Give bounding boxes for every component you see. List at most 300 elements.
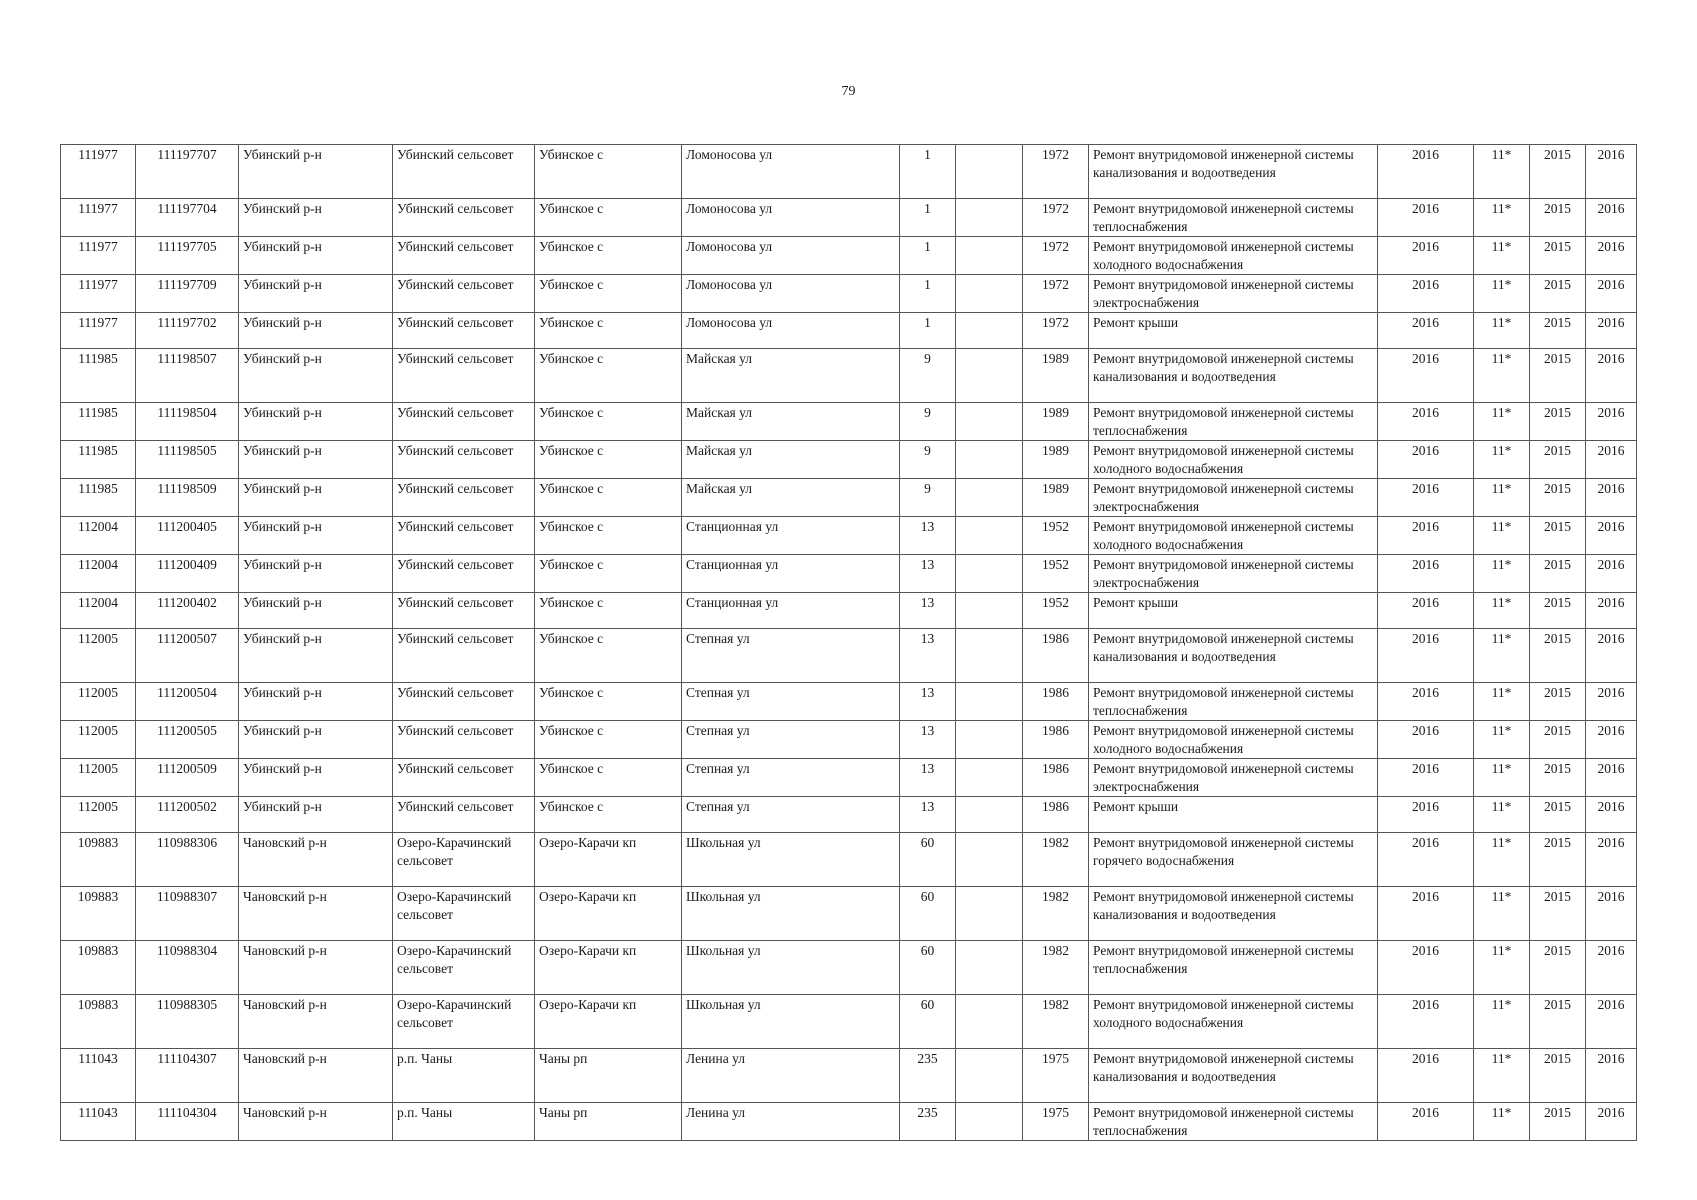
end-year-cell: 2016 (1586, 441, 1637, 479)
council-cell: Убинский сельсовет (393, 349, 535, 403)
table-row (61, 199, 1637, 237)
council-cell: Убинский сельсовет (393, 721, 535, 759)
start-year-cell: 2015 (1530, 199, 1586, 237)
extra-cell (956, 349, 1023, 403)
locality-cell: Убинское с (535, 683, 682, 721)
street-cell: Ломоносова ул (682, 145, 900, 199)
street-cell: Степная ул (682, 629, 900, 683)
end-year-cell: 2016 (1586, 941, 1637, 995)
plan-year-cell: 2016 (1378, 683, 1474, 721)
district-cell: Убинский р-н (239, 555, 393, 593)
mark-cell: 11* (1474, 1049, 1530, 1103)
district-cell: Чановский р-н (239, 833, 393, 887)
locality-cell: Убинское с (535, 313, 682, 349)
work-type-cell: Ремонт внутридомовой инженерной системы холодного водоснабжения (1089, 237, 1378, 275)
street-cell: Степная ул (682, 721, 900, 759)
build-year-cell: 1972 (1023, 313, 1089, 349)
object-id-cell: 109883 (61, 887, 136, 941)
object-id-cell: 112005 (61, 797, 136, 833)
object-id-cell: 109883 (61, 833, 136, 887)
plan-year-cell: 2016 (1378, 941, 1474, 995)
plan-year-cell: 2016 (1378, 517, 1474, 555)
street-cell: Школьная ул (682, 995, 900, 1049)
house-cell: 60 (900, 995, 956, 1049)
table-row (61, 797, 1637, 833)
work-code-cell: 111198505 (136, 441, 239, 479)
district-cell: Убинский р-н (239, 237, 393, 275)
house-cell: 60 (900, 887, 956, 941)
work-type-cell: Ремонт внутридомовой инженерной системы теплоснабжения (1089, 1103, 1378, 1141)
locality-cell: Убинское с (535, 237, 682, 275)
plan-year-cell: 2016 (1378, 479, 1474, 517)
build-year-cell: 1982 (1023, 887, 1089, 941)
object-id-cell: 112004 (61, 555, 136, 593)
house-cell: 1 (900, 145, 956, 199)
object-id-cell: 112005 (61, 759, 136, 797)
district-cell: Убинский р-н (239, 797, 393, 833)
build-year-cell: 1989 (1023, 441, 1089, 479)
start-year-cell: 2015 (1530, 1049, 1586, 1103)
start-year-cell: 2015 (1530, 479, 1586, 517)
council-cell: р.п. Чаны (393, 1103, 535, 1141)
end-year-cell: 2016 (1586, 759, 1637, 797)
table-row (61, 759, 1637, 797)
end-year-cell: 2016 (1586, 593, 1637, 629)
extra-cell (956, 797, 1023, 833)
mark-cell: 11* (1474, 441, 1530, 479)
council-cell: Убинский сельсовет (393, 593, 535, 629)
extra-cell (956, 683, 1023, 721)
object-id-cell: 112004 (61, 517, 136, 555)
plan-year-cell: 2016 (1378, 199, 1474, 237)
council-cell: Убинский сельсовет (393, 237, 535, 275)
mark-cell: 11* (1474, 887, 1530, 941)
plan-year-cell: 2016 (1378, 349, 1474, 403)
table-row (61, 683, 1637, 721)
work-code-cell: 110988306 (136, 833, 239, 887)
locality-cell: Убинское с (535, 555, 682, 593)
work-type-cell: Ремонт внутридомовой инженерной системы теплоснабжения (1089, 683, 1378, 721)
object-id-cell: 111985 (61, 403, 136, 441)
locality-cell: Озеро-Карачи кп (535, 995, 682, 1049)
work-type-cell: Ремонт крыши (1089, 313, 1378, 349)
build-year-cell: 1986 (1023, 797, 1089, 833)
district-cell: Убинский р-н (239, 199, 393, 237)
work-type-cell: Ремонт внутридомовой инженерной системы канализования и водоотведения (1089, 887, 1378, 941)
extra-cell (956, 721, 1023, 759)
plan-year-cell: 2016 (1378, 275, 1474, 313)
table-row (61, 145, 1637, 199)
start-year-cell: 2015 (1530, 593, 1586, 629)
table-row (61, 1049, 1637, 1103)
work-type-cell: Ремонт внутридомовой инженерной системы канализования и водоотведения (1089, 349, 1378, 403)
mark-cell: 11* (1474, 629, 1530, 683)
work-code-cell: 111197707 (136, 145, 239, 199)
start-year-cell: 2015 (1530, 833, 1586, 887)
work-code-cell: 111198509 (136, 479, 239, 517)
end-year-cell: 2016 (1586, 145, 1637, 199)
work-type-cell: Ремонт внутридомовой инженерной системы электроснабжения (1089, 759, 1378, 797)
locality-cell: Убинское с (535, 199, 682, 237)
extra-cell (956, 275, 1023, 313)
table-row (61, 441, 1637, 479)
end-year-cell: 2016 (1586, 403, 1637, 441)
start-year-cell: 2015 (1530, 313, 1586, 349)
council-cell: Убинский сельсовет (393, 555, 535, 593)
table-row (61, 403, 1637, 441)
work-code-cell: 111200505 (136, 721, 239, 759)
district-cell: Убинский р-н (239, 479, 393, 517)
object-id-cell: 109883 (61, 941, 136, 995)
plan-year-cell: 2016 (1378, 629, 1474, 683)
extra-cell (956, 995, 1023, 1049)
house-cell: 60 (900, 833, 956, 887)
house-cell: 13 (900, 721, 956, 759)
end-year-cell: 2016 (1586, 995, 1637, 1049)
work-code-cell: 111104304 (136, 1103, 239, 1141)
end-year-cell: 2016 (1586, 833, 1637, 887)
build-year-cell: 1972 (1023, 199, 1089, 237)
mark-cell: 11* (1474, 313, 1530, 349)
mark-cell: 11* (1474, 145, 1530, 199)
table-row (61, 995, 1637, 1049)
table-row (61, 349, 1637, 403)
work-code-cell: 111200405 (136, 517, 239, 555)
work-type-cell: Ремонт внутридомовой инженерной системы теплоснабжения (1089, 403, 1378, 441)
extra-cell (956, 237, 1023, 275)
house-cell: 9 (900, 403, 956, 441)
object-id-cell: 112005 (61, 721, 136, 759)
street-cell: Ленина ул (682, 1049, 900, 1103)
work-type-cell: Ремонт внутридомовой инженерной системы холодного водоснабжения (1089, 441, 1378, 479)
build-year-cell: 1952 (1023, 555, 1089, 593)
street-cell: Ленина ул (682, 1103, 900, 1141)
build-year-cell: 1972 (1023, 145, 1089, 199)
start-year-cell: 2015 (1530, 349, 1586, 403)
council-cell: Убинский сельсовет (393, 797, 535, 833)
mark-cell: 11* (1474, 555, 1530, 593)
extra-cell (956, 887, 1023, 941)
object-id-cell: 111043 (61, 1049, 136, 1103)
start-year-cell: 2015 (1530, 941, 1586, 995)
work-type-cell: Ремонт внутридомовой инженерной системы электроснабжения (1089, 275, 1378, 313)
start-year-cell: 2015 (1530, 403, 1586, 441)
start-year-cell: 2015 (1530, 995, 1586, 1049)
plan-year-cell: 2016 (1378, 237, 1474, 275)
extra-cell (956, 313, 1023, 349)
extra-cell (956, 517, 1023, 555)
house-cell: 9 (900, 441, 956, 479)
end-year-cell: 2016 (1586, 313, 1637, 349)
end-year-cell: 2016 (1586, 629, 1637, 683)
end-year-cell: 2016 (1586, 1103, 1637, 1141)
house-cell: 1 (900, 237, 956, 275)
street-cell: Майская ул (682, 479, 900, 517)
start-year-cell: 2015 (1530, 887, 1586, 941)
plan-year-cell: 2016 (1378, 313, 1474, 349)
build-year-cell: 1989 (1023, 403, 1089, 441)
district-cell: Чановский р-н (239, 1049, 393, 1103)
extra-cell (956, 833, 1023, 887)
locality-cell: Озеро-Карачи кп (535, 887, 682, 941)
end-year-cell: 2016 (1586, 199, 1637, 237)
street-cell: Майская ул (682, 403, 900, 441)
council-cell: Убинский сельсовет (393, 313, 535, 349)
locality-cell: Убинское с (535, 441, 682, 479)
extra-cell (956, 479, 1023, 517)
work-type-cell: Ремонт внутридомовой инженерной системы теплоснабжения (1089, 199, 1378, 237)
work-code-cell: 110988307 (136, 887, 239, 941)
mark-cell: 11* (1474, 833, 1530, 887)
plan-year-cell: 2016 (1378, 593, 1474, 629)
house-cell: 13 (900, 593, 956, 629)
work-code-cell: 111200409 (136, 555, 239, 593)
end-year-cell: 2016 (1586, 721, 1637, 759)
district-cell: Чановский р-н (239, 887, 393, 941)
work-code-cell: 111198504 (136, 403, 239, 441)
work-type-cell: Ремонт крыши (1089, 593, 1378, 629)
build-year-cell: 1975 (1023, 1049, 1089, 1103)
start-year-cell: 2015 (1530, 1103, 1586, 1141)
council-cell: Убинский сельсовет (393, 199, 535, 237)
table-row (61, 313, 1637, 349)
locality-cell: Убинское с (535, 593, 682, 629)
district-cell: Убинский р-н (239, 403, 393, 441)
build-year-cell: 1952 (1023, 593, 1089, 629)
object-id-cell: 111977 (61, 313, 136, 349)
object-id-cell: 111977 (61, 145, 136, 199)
build-year-cell: 1986 (1023, 721, 1089, 759)
extra-cell (956, 1049, 1023, 1103)
work-type-cell: Ремонт внутридомовой инженерной системы канализования и водоотведения (1089, 629, 1378, 683)
locality-cell: Убинское с (535, 275, 682, 313)
mark-cell: 11* (1474, 1103, 1530, 1141)
plan-year-cell: 2016 (1378, 145, 1474, 199)
district-cell: Убинский р-н (239, 349, 393, 403)
object-id-cell: 109883 (61, 995, 136, 1049)
mark-cell: 11* (1474, 759, 1530, 797)
end-year-cell: 2016 (1586, 349, 1637, 403)
build-year-cell: 1982 (1023, 941, 1089, 995)
start-year-cell: 2015 (1530, 275, 1586, 313)
house-cell: 13 (900, 629, 956, 683)
object-id-cell: 111985 (61, 479, 136, 517)
council-cell: Убинский сельсовет (393, 759, 535, 797)
locality-cell: Чаны рп (535, 1103, 682, 1141)
build-year-cell: 1986 (1023, 759, 1089, 797)
table-row (61, 721, 1637, 759)
end-year-cell: 2016 (1586, 237, 1637, 275)
work-type-cell: Ремонт внутридомовой инженерной системы канализования и водоотведения (1089, 1049, 1378, 1103)
end-year-cell: 2016 (1586, 797, 1637, 833)
work-code-cell: 111197705 (136, 237, 239, 275)
plan-year-cell: 2016 (1378, 995, 1474, 1049)
locality-cell: Убинское с (535, 403, 682, 441)
work-code-cell: 111200402 (136, 593, 239, 629)
page-number: 79 (841, 84, 856, 99)
house-cell: 1 (900, 313, 956, 349)
build-year-cell: 1972 (1023, 275, 1089, 313)
extra-cell (956, 941, 1023, 995)
district-cell: Убинский р-н (239, 441, 393, 479)
council-cell: Убинский сельсовет (393, 683, 535, 721)
work-code-cell: 111200504 (136, 683, 239, 721)
district-cell: Убинский р-н (239, 759, 393, 797)
council-cell: Убинский сельсовет (393, 145, 535, 199)
end-year-cell: 2016 (1586, 683, 1637, 721)
mark-cell: 11* (1474, 517, 1530, 555)
build-year-cell: 1982 (1023, 833, 1089, 887)
works-table (60, 144, 1637, 1141)
end-year-cell: 2016 (1586, 275, 1637, 313)
street-cell: Школьная ул (682, 941, 900, 995)
work-code-cell: 111200509 (136, 759, 239, 797)
object-id-cell: 112004 (61, 593, 136, 629)
extra-cell (956, 593, 1023, 629)
object-id-cell: 111985 (61, 349, 136, 403)
start-year-cell: 2015 (1530, 721, 1586, 759)
build-year-cell: 1989 (1023, 349, 1089, 403)
end-year-cell: 2016 (1586, 887, 1637, 941)
district-cell: Убинский р-н (239, 629, 393, 683)
plan-year-cell: 2016 (1378, 1103, 1474, 1141)
object-id-cell: 111043 (61, 1103, 136, 1141)
work-type-cell: Ремонт внутридомовой инженерной системы теплоснабжения (1089, 941, 1378, 995)
build-year-cell: 1975 (1023, 1103, 1089, 1141)
extra-cell (956, 759, 1023, 797)
table-row (61, 833, 1637, 887)
mark-cell: 11* (1474, 593, 1530, 629)
locality-cell: Озеро-Карачи кп (535, 941, 682, 995)
house-cell: 1 (900, 199, 956, 237)
start-year-cell: 2015 (1530, 629, 1586, 683)
work-type-cell: Ремонт внутридомовой инженерной системы электроснабжения (1089, 479, 1378, 517)
work-type-cell: Ремонт внутридомовой инженерной системы холодного водоснабжения (1089, 995, 1378, 1049)
mark-cell: 11* (1474, 403, 1530, 441)
house-cell: 1 (900, 275, 956, 313)
district-cell: Чановский р-н (239, 995, 393, 1049)
build-year-cell: 1986 (1023, 683, 1089, 721)
plan-year-cell: 2016 (1378, 887, 1474, 941)
plan-year-cell: 2016 (1378, 833, 1474, 887)
end-year-cell: 2016 (1586, 555, 1637, 593)
start-year-cell: 2015 (1530, 797, 1586, 833)
table-row (61, 479, 1637, 517)
work-type-cell: Ремонт крыши (1089, 797, 1378, 833)
work-code-cell: 111197704 (136, 199, 239, 237)
build-year-cell: 1952 (1023, 517, 1089, 555)
start-year-cell: 2015 (1530, 555, 1586, 593)
start-year-cell: 2015 (1530, 237, 1586, 275)
start-year-cell: 2015 (1530, 145, 1586, 199)
street-cell: Школьная ул (682, 833, 900, 887)
mark-cell: 11* (1474, 237, 1530, 275)
table-row (61, 1103, 1637, 1141)
house-cell: 60 (900, 941, 956, 995)
end-year-cell: 2016 (1586, 1049, 1637, 1103)
mark-cell: 11* (1474, 199, 1530, 237)
table-row (61, 593, 1637, 629)
district-cell: Убинский р-н (239, 721, 393, 759)
build-year-cell: 1989 (1023, 479, 1089, 517)
work-code-cell: 111104307 (136, 1049, 239, 1103)
build-year-cell: 1986 (1023, 629, 1089, 683)
mark-cell: 11* (1474, 797, 1530, 833)
work-code-cell: 111200502 (136, 797, 239, 833)
plan-year-cell: 2016 (1378, 441, 1474, 479)
district-cell: Убинский р-н (239, 517, 393, 555)
extra-cell (956, 403, 1023, 441)
street-cell: Майская ул (682, 349, 900, 403)
work-type-cell: Ремонт внутридомовой инженерной системы горячего водоснабжения (1089, 833, 1378, 887)
house-cell: 235 (900, 1103, 956, 1141)
locality-cell: Озеро-Карачи кп (535, 833, 682, 887)
work-type-cell: Ремонт внутридомовой инженерной системы канализования и водоотведения (1089, 145, 1378, 199)
council-cell: Озеро-Карачинский сельсовет (393, 833, 535, 887)
street-cell: Школьная ул (682, 887, 900, 941)
table-row (61, 941, 1637, 995)
extra-cell (956, 441, 1023, 479)
street-cell: Степная ул (682, 759, 900, 797)
locality-cell: Убинское с (535, 721, 682, 759)
work-code-cell: 110988305 (136, 995, 239, 1049)
mark-cell: 11* (1474, 479, 1530, 517)
extra-cell (956, 629, 1023, 683)
house-cell: 13 (900, 555, 956, 593)
street-cell: Станционная ул (682, 517, 900, 555)
street-cell: Ломоносова ул (682, 275, 900, 313)
start-year-cell: 2015 (1530, 759, 1586, 797)
plan-year-cell: 2016 (1378, 555, 1474, 593)
work-code-cell: 111197709 (136, 275, 239, 313)
district-cell: Убинский р-н (239, 275, 393, 313)
council-cell: Убинский сельсовет (393, 517, 535, 555)
work-code-cell: 110988304 (136, 941, 239, 995)
mark-cell: 11* (1474, 683, 1530, 721)
object-id-cell: 112005 (61, 629, 136, 683)
table-body (61, 145, 1637, 1141)
work-code-cell: 111197702 (136, 313, 239, 349)
street-cell: Станционная ул (682, 593, 900, 629)
table-row (61, 887, 1637, 941)
table-row (61, 629, 1637, 683)
house-cell: 235 (900, 1049, 956, 1103)
council-cell: Озеро-Карачинский сельсовет (393, 995, 535, 1049)
extra-cell (956, 555, 1023, 593)
street-cell: Ломоносова ул (682, 199, 900, 237)
plan-year-cell: 2016 (1378, 797, 1474, 833)
work-type-cell: Ремонт внутридомовой инженерной системы холодного водоснабжения (1089, 721, 1378, 759)
work-code-cell: 111198507 (136, 349, 239, 403)
end-year-cell: 2016 (1586, 479, 1637, 517)
locality-cell: Убинское с (535, 145, 682, 199)
mark-cell: 11* (1474, 721, 1530, 759)
table-row (61, 275, 1637, 313)
locality-cell: Убинское с (535, 629, 682, 683)
locality-cell: Чаны рп (535, 1049, 682, 1103)
table-row (61, 237, 1637, 275)
locality-cell: Убинское с (535, 349, 682, 403)
locality-cell: Убинское с (535, 517, 682, 555)
extra-cell (956, 199, 1023, 237)
house-cell: 13 (900, 759, 956, 797)
district-cell: Чановский р-н (239, 941, 393, 995)
locality-cell: Убинское с (535, 479, 682, 517)
locality-cell: Убинское с (535, 759, 682, 797)
plan-year-cell: 2016 (1378, 403, 1474, 441)
street-cell: Ломоносова ул (682, 237, 900, 275)
build-year-cell: 1972 (1023, 237, 1089, 275)
